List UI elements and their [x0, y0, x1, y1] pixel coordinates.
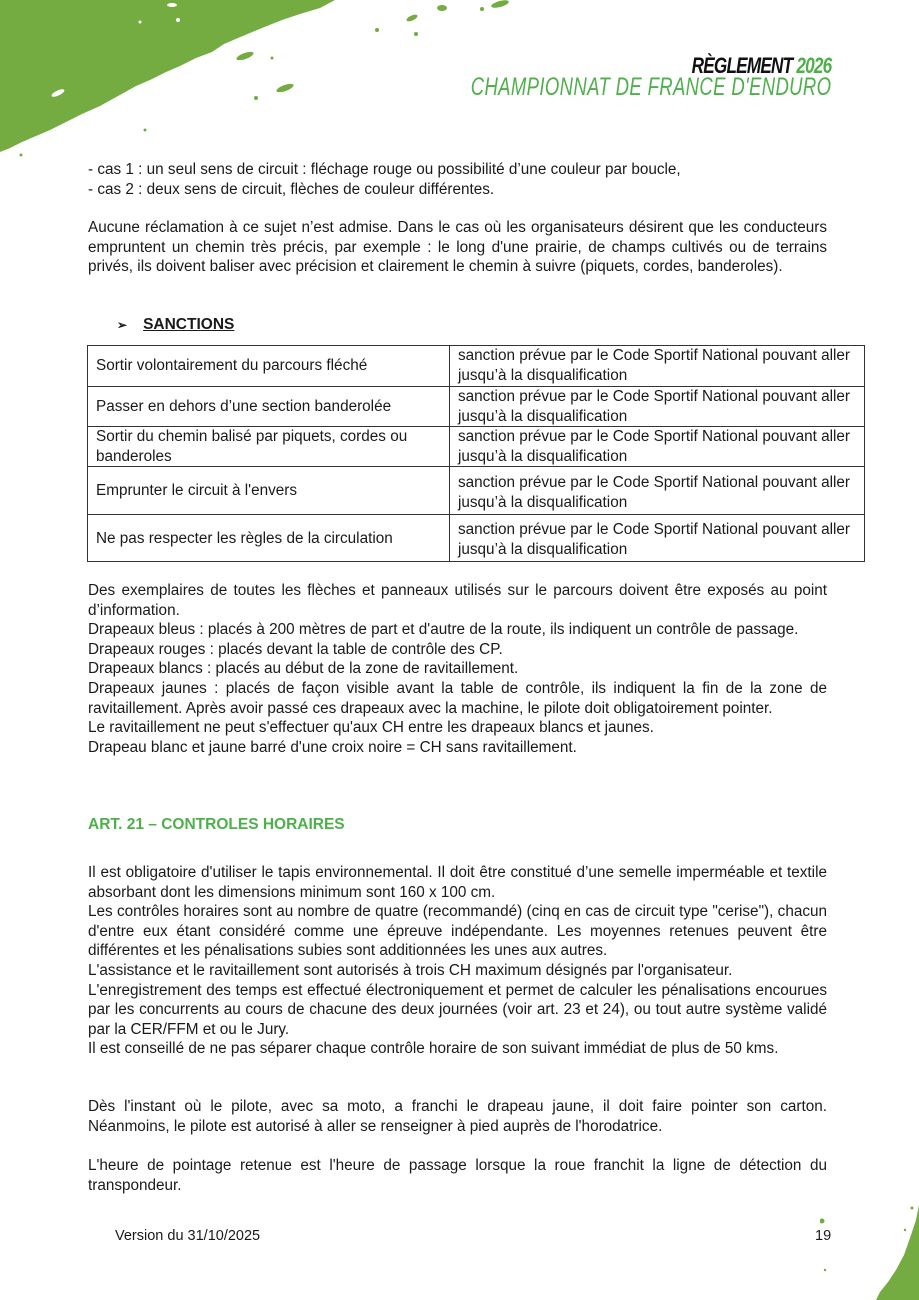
exemplaires-text: Des exemplaires de toutes les flèches et panneaux utilisés sur le parcours doivent être exposés au point d’information. — [88, 582, 827, 619]
sanctions-heading — [117, 316, 234, 334]
sanctions-title: SANCTIONS — [143, 316, 235, 333]
instant-block — [88, 1097, 827, 1136]
white-flags-text: Drapeaux blancs : placés au début de la zone de ravitaillement. — [88, 660, 519, 678]
offense-cell: Sortir du chemin balisé par piquets, cordes ou banderoles — [88, 427, 450, 467]
offense-cell: Emprunter le circuit à l'envers — [88, 467, 450, 515]
intro-paragraph-block — [88, 218, 827, 277]
offense-cell: Passer en dehors d’une section banderolée — [88, 387, 450, 427]
page-number: 19 — [815, 1228, 832, 1244]
case-1: - cas 1 : un seul sens de circuit : fléchage rouge ou possibilité d’une couleur par boucle, — [88, 161, 681, 178]
enregistrement-text: L'enregistrement des temps est effectué électroniquement et permet de calculer les pénalisations encourues par les concurrents au cours de chacune des deux journées (voir art. 23 et 24), ou tout autre système validé par la CER/FFM et ou le Jury. — [88, 981, 827, 1038]
table-row — [88, 346, 865, 387]
footer-version: Version du 31/10/2025 — [115, 1228, 261, 1244]
brand-subtitle: CHAMPIONNAT DE FRANCE D'ENDURO — [470, 73, 831, 101]
reclamation-paragraph: Aucune réclamation à ce sujet n’est admise. Dans le cas où les organisateurs désirent que les conducteurs empruntent un chemin très précis, par exemple : le long d'une prairie, de champs cultivés ou de terrains privés, ils doivent baliser avec précision et clairement le chemin à suivre (piquets, cordes, banderoles). — [88, 219, 827, 276]
penalty-cell: sanction prévue par le Code Sportif National pouvant aller jusqu’à la disqualification — [450, 515, 865, 562]
red-flags-text: Drapeaux rouges : placés devant la table de contrôle des CP. — [88, 640, 503, 658]
intro-cases — [88, 160, 827, 199]
tapis-text: Il est obligatoire d'utiliser le tapis environnemental. Il doit être constitué d’une semelle imperméable et textile absorbant dont les dimensions minimum sont 160 x 100 cm. — [88, 864, 827, 901]
table-row — [88, 387, 865, 427]
green-splash-decoration-bottom — [820, 1200, 919, 1300]
heure-block — [88, 1156, 827, 1195]
table-row — [88, 467, 865, 515]
refuel-text: Le ravitaillement ne peut s'effectuer qu'aux CH entre les drapeaux blancs et jaunes. — [88, 719, 654, 737]
blue-flags-text: Drapeaux bleus : placés à 200 mètres de part et d'autre de la route, ils indiquent un contrôle de passage. — [88, 621, 799, 639]
offense-cell: Sortir volontairement du parcours fléché — [88, 346, 450, 387]
flags-section — [88, 581, 827, 757]
article-21-title: ART. 21 – CONTROLES HORAIRES — [88, 816, 345, 833]
penalty-cell: sanction prévue par le Code Sportif National pouvant aller jusqu’à la disqualification — [450, 467, 865, 515]
penalty-cell: sanction prévue par le Code Sportif National pouvant aller jusqu’à la disqualification — [450, 427, 865, 467]
arrow-bullet-icon: ➢ — [117, 318, 128, 332]
heure-text: L'heure de pointage retenue est l'heure de passage lorsque la roue franchit la ligne de détection du transpondeur. — [88, 1157, 827, 1194]
article-21-body — [88, 863, 827, 1059]
brand-year: 2026 — [795, 53, 831, 78]
brand-word: RÈGLEMENT — [691, 53, 792, 78]
case-2: - cas 2 : deux sens de circuit, flèches de couleur différentes. — [88, 180, 495, 198]
penalty-cell: sanction prévue par le Code Sportif National pouvant aller jusqu’à la disqualification — [450, 346, 865, 387]
sanctions-table — [87, 345, 865, 562]
offense-cell: Ne pas respecter les règles de la circulation — [88, 515, 450, 562]
table-row — [88, 515, 865, 562]
document-header-brand — [344, 55, 831, 100]
assistance-text: L'assistance et le ravitaillement sont autorisés à trois CH maximum désignés par l'organisateur. — [88, 961, 733, 979]
crossed-flag-text: Drapeau blanc et jaune barré d'une croix noire = CH sans ravitaillement. — [88, 738, 577, 756]
nombre-text: Les contrôles horaires sont au nombre de quatre (recommandé) (cinq en cas de circuit type "cerise"), chacun d'entre eux étant considéré comme une épreuve indépendante. Les moyennes retenues peuvent être différentes et les pénalisations subies sont additionnées les unes aux autres. — [88, 903, 827, 960]
table-row — [88, 427, 865, 467]
instant-text: Dès l'instant où le pilote, avec sa moto, a franchi le drapeau jaune, il doit faire pointer son carton. Néanmoins, le pilote est autorisé à aller se renseigner à pied auprès de l'horodatrice. — [88, 1098, 827, 1135]
conseil-text: Il est conseillé de ne pas séparer chaque contrôle horaire de son suivant immédiat de plus de 50 kms. — [88, 1040, 779, 1058]
penalty-cell: sanction prévue par le Code Sportif National pouvant aller jusqu’à la disqualification — [450, 387, 865, 427]
yellow-flags-text: Drapeaux jaunes : placés de façon visible avant la table de contrôle, ils indiquent la fin de la zone de ravitaillement. Après avoir passé ces drapeaux avec la machine, le pilote doit obligatoirement pointer. — [88, 679, 827, 717]
